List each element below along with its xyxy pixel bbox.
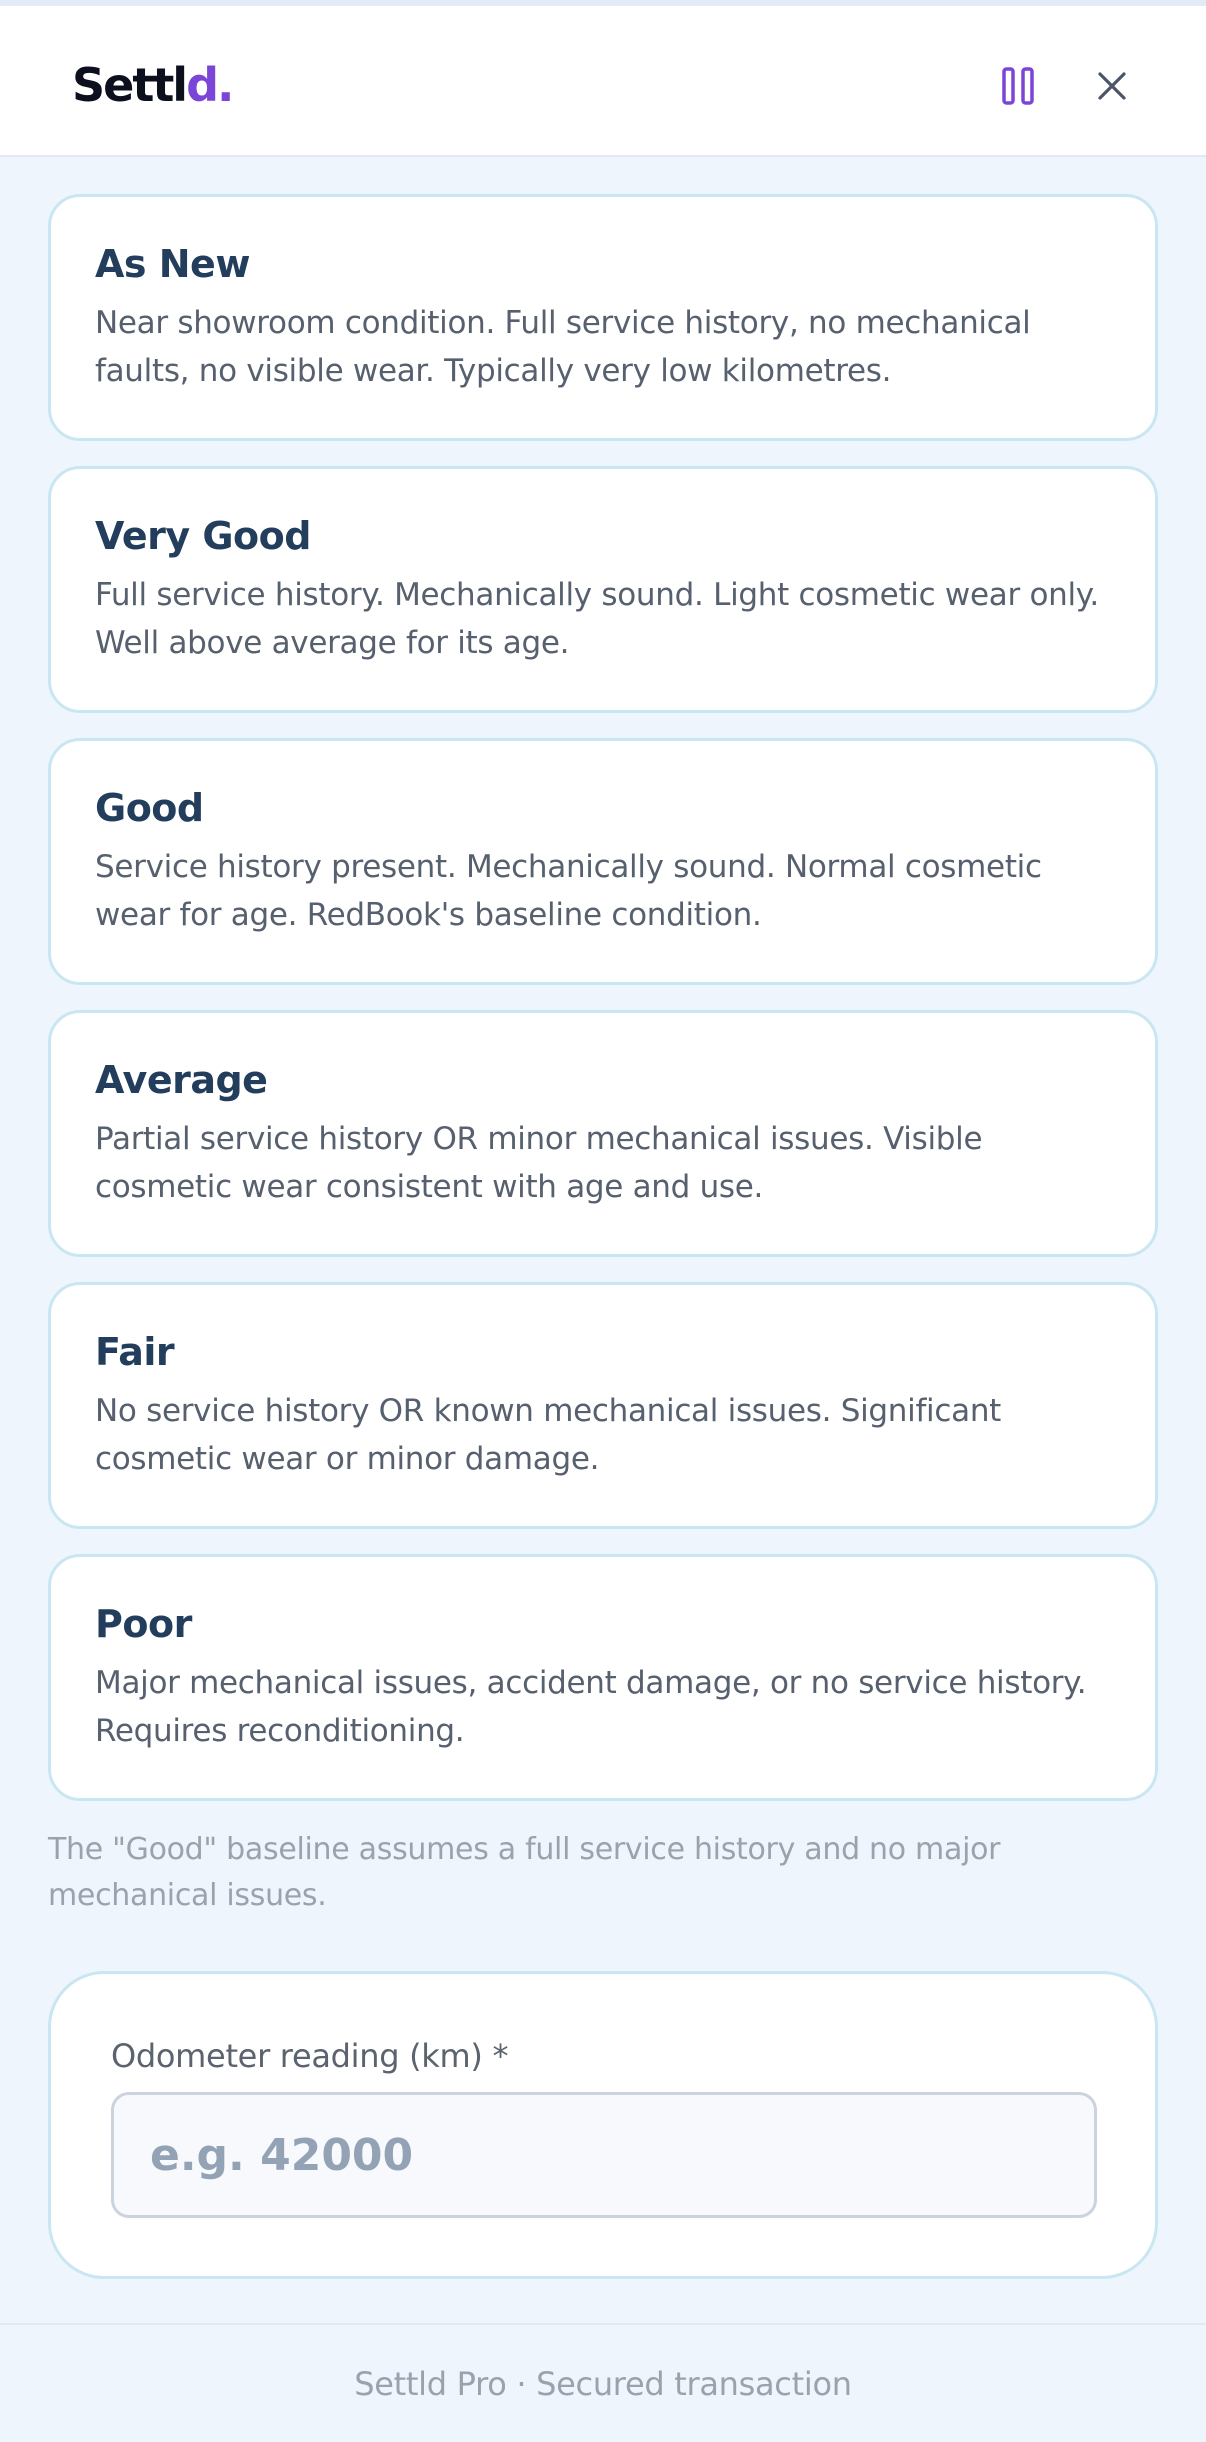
- condition-option-poor[interactable]: [48, 1554, 1158, 1801]
- footer-text: Settld Pro · Secured transaction: [354, 2364, 852, 2403]
- condition-option-good[interactable]: [48, 738, 1158, 985]
- condition-description: Service history present. Mechanically sound. Normal cosmetic wear for age. RedBook's baseline condition.: [95, 849, 1042, 933]
- settld-logo: Settld.: [72, 58, 233, 112]
- odometer-input[interactable]: [111, 2092, 1097, 2218]
- condition-title: Poor: [95, 1602, 192, 1646]
- condition-option-average[interactable]: [48, 1010, 1158, 1257]
- condition-option-as-new[interactable]: [48, 194, 1158, 441]
- condition-description: Major mechanical issues, accident damage, or no service history. Requires reconditioning.: [95, 1665, 1087, 1749]
- odometer-card: [48, 1971, 1158, 2279]
- app-header: [0, 6, 1206, 157]
- condition-title: As New: [95, 242, 250, 286]
- condition-title: Very Good: [95, 514, 311, 558]
- condition-option-fair[interactable]: [48, 1282, 1158, 1529]
- close-button[interactable]: [1082, 50, 1142, 122]
- condition-title: Average: [95, 1058, 268, 1102]
- condition-description: No service history OR known mechanical issues. Significant cosmetic wear or minor damage.: [95, 1393, 1002, 1477]
- condition-description: Full service history. Mechanically sound. Light cosmetic wear only. Well above average for its age.: [95, 577, 1099, 661]
- condition-option-very-good[interactable]: [48, 466, 1158, 713]
- condition-description: Near showroom condition. Full service history, no mechanical faults, no visible wear. Typically very low kilometres.: [95, 305, 1031, 389]
- footer: [0, 2323, 1206, 2442]
- pause-button[interactable]: [988, 50, 1048, 122]
- condition-title: Good: [95, 786, 204, 830]
- close-icon: [1097, 71, 1127, 101]
- pause-icon: [1001, 66, 1035, 106]
- baseline-note: The "Good" baseline assumes a full service history and no major mechanical issues.: [48, 1832, 1001, 1913]
- condition-title: Fair: [95, 1330, 175, 1374]
- condition-description: Partial service history OR minor mechanical issues. Visible cosmetic wear consistent with age and use.: [95, 1121, 983, 1205]
- odometer-label: Odometer reading (km) *: [111, 2037, 509, 2075]
